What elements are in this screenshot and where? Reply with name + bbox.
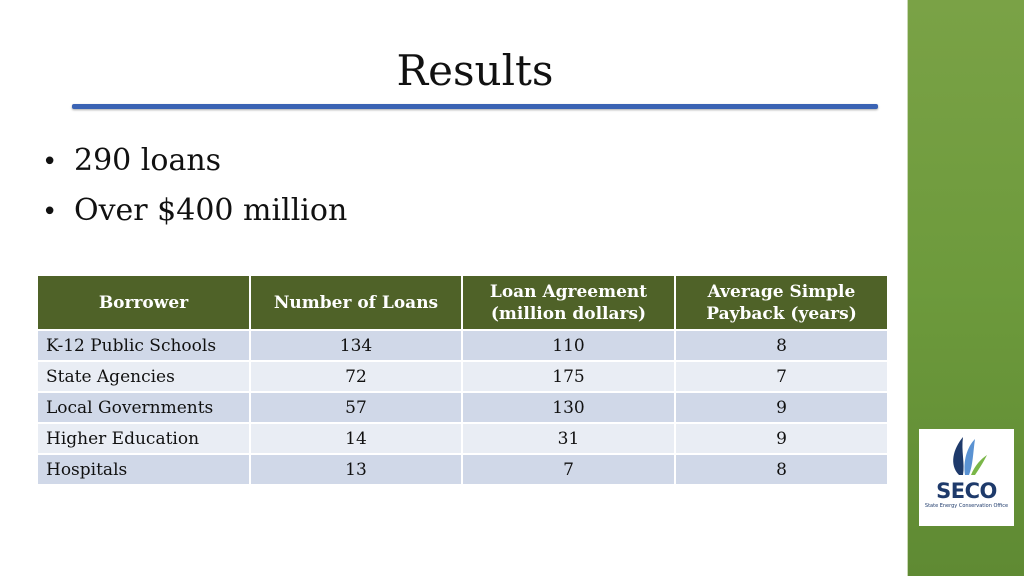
bullet-item — [42, 188, 347, 238]
table-row — [38, 330, 887, 361]
cell-payback: 9 — [675, 423, 887, 454]
results-table — [38, 276, 887, 484]
cell-loans: 57 — [250, 392, 462, 423]
bullet-icon: • — [42, 197, 58, 227]
cell-borrower: Local Governments — [38, 392, 250, 423]
cell-loans: 14 — [250, 423, 462, 454]
table-row — [38, 361, 887, 392]
cell-payback: 9 — [675, 392, 887, 423]
cell-borrower: Hospitals — [38, 454, 250, 484]
cell-agreement: 130 — [462, 392, 675, 423]
bullet-list — [42, 138, 347, 238]
logo-subtitle: State Energy Conservation Office — [924, 503, 1009, 509]
cell-payback: 8 — [675, 454, 887, 484]
bullet-text: 290 loans — [74, 143, 222, 178]
header-average-payback: Average Simple Payback (years) — [675, 276, 887, 330]
bullet-text: Over $400 million — [74, 193, 348, 228]
cell-agreement: 7 — [462, 454, 675, 484]
cell-agreement: 110 — [462, 330, 675, 361]
cell-borrower: K-12 Public Schools — [38, 330, 250, 361]
table-header-row — [38, 276, 887, 330]
header-loan-agreement: Loan Agreement (million dollars) — [462, 276, 675, 330]
cell-borrower: Higher Education — [38, 423, 250, 454]
cell-loans: 72 — [250, 361, 462, 392]
cell-loans: 13 — [250, 454, 462, 484]
header-borrower: Borrower — [38, 276, 250, 330]
table-row — [38, 423, 887, 454]
cell-agreement: 31 — [462, 423, 675, 454]
bullet-item — [42, 138, 347, 188]
cell-borrower: State Agencies — [38, 361, 250, 392]
cell-payback: 7 — [675, 361, 887, 392]
cell-payback: 8 — [675, 330, 887, 361]
title-divider — [72, 104, 878, 109]
cell-agreement: 175 — [462, 361, 675, 392]
leaf-flame-icon — [919, 429, 1014, 479]
page-title: Results — [396, 46, 554, 95]
logo-wordmark: SECO — [936, 479, 997, 503]
table-row — [38, 454, 887, 484]
cell-loans: 134 — [250, 330, 462, 361]
seco-logo — [919, 429, 1014, 526]
table-row — [38, 392, 887, 423]
bullet-icon: • — [42, 147, 58, 177]
header-number-of-loans: Number of Loans — [250, 276, 462, 330]
